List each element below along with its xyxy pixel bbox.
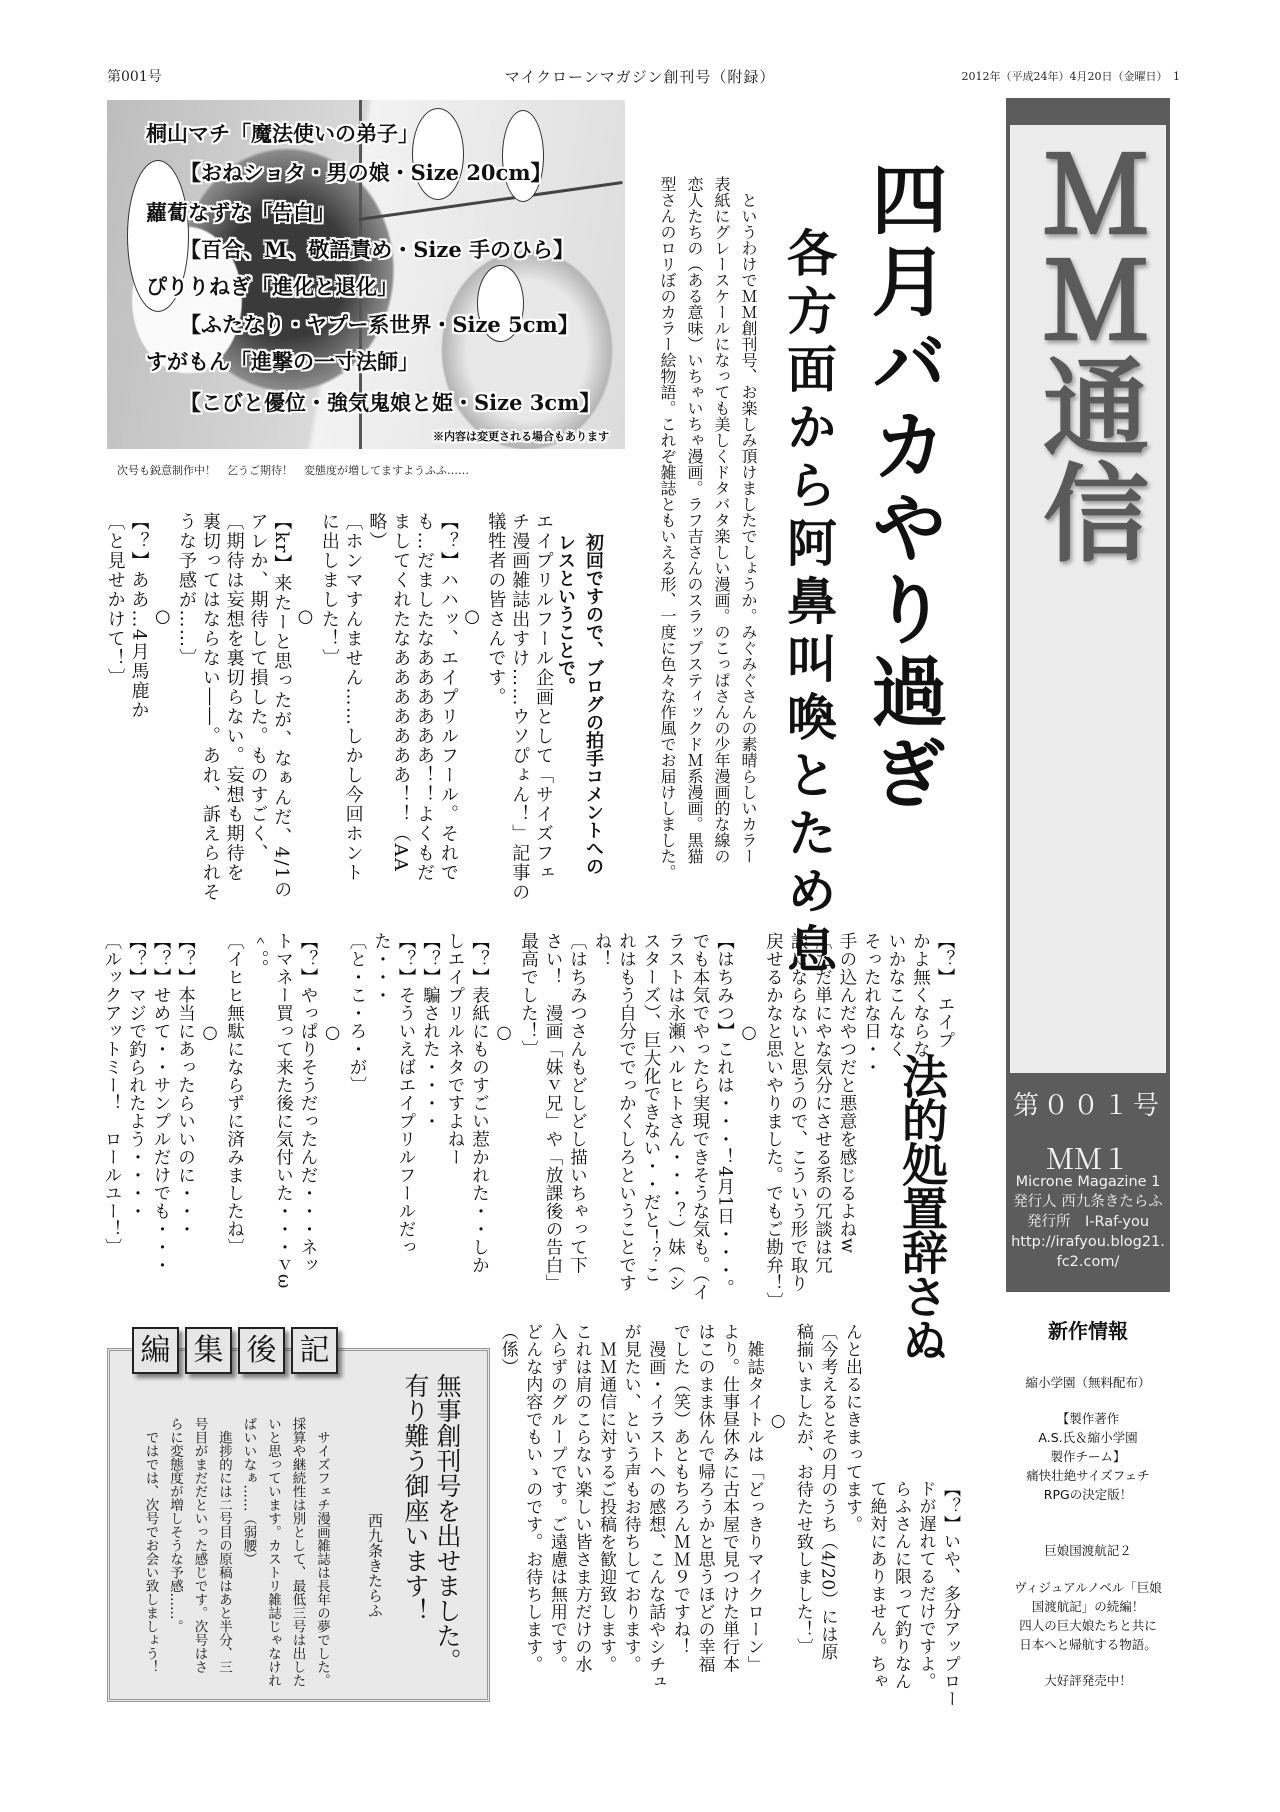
section-separator: ○ [494, 1023, 514, 1044]
reader-comments-3-top [864, 1480, 962, 1708]
text-column: 手の込んだやつだと悪意を感じるよねw [837, 932, 857, 1254]
text-column: 進捗的には二号目の原稿はあと半分、三 [216, 1417, 232, 1674]
section-separator: ○ [768, 1411, 789, 1432]
text-column: らに変態度が増しそうな予感……。 [167, 1417, 183, 1633]
text-column: 【？】やっぱりそうだったんだ・・・ネッ [298, 932, 318, 1274]
sidebar-issue-number: 第００１号 [1012, 1091, 1163, 1121]
text-column: いと思っています。カストリ雑誌じゃなけれ [265, 1417, 281, 1687]
text-column: ドが遅れてるだけですよ。 [915, 1480, 936, 1690]
text-column: トマネー買って来た後に気付いた・・・ｖω [273, 932, 294, 1289]
section-separator: ○ [152, 605, 174, 629]
release-line: 国渡航記」の続編！ [1031, 1599, 1145, 1614]
release-description [1006, 1409, 1170, 1504]
publisher-info [1006, 1172, 1170, 1272]
text-column: （係） [497, 1323, 518, 1376]
text-column: 【？】 エイプ [935, 932, 955, 1050]
text-column: 〔はちみつさんもどしどし描いちゃって下 [567, 932, 588, 1274]
issue-number: 第001号 [107, 69, 162, 85]
text-column: 談にならないと思うので、こういう形で取り [788, 932, 808, 1292]
release-line: 日本へと帰航する物語。 [1019, 1637, 1157, 1652]
new-releases-title: 新作情報 [1048, 1319, 1128, 1343]
main-headline: 四月バカやり過ぎ [859, 160, 948, 816]
text-column: レスということで。 [555, 533, 576, 695]
text-column: 【？】そういえばエイプリルフールだっ [396, 932, 416, 1256]
text-column: んと出るにきまってます。 [842, 1323, 862, 1533]
text-column: でも本気でやったら実現できそうな気も。（イ [690, 932, 710, 1302]
section-separator: ○ [322, 1023, 343, 1044]
text-column: サイズフェチ漫画雑誌は長年の夢でした。 [314, 1417, 330, 1687]
text-column: ラストは永瀬ハルヒトさん・・・？）妹（シ [665, 932, 686, 1292]
legal-action-heading: 法的処置辞さぬ [895, 1053, 949, 1361]
text-column: 〔と見せかけて！〕 [104, 512, 126, 688]
text-column: 【？】本当にあったらいいのに・・・ [175, 932, 196, 1238]
text-column: 号目がまだだといった感じです。次号はさ [191, 1417, 208, 1674]
text-column: 【？】ハハッ、エイプリルフール。それで [437, 512, 459, 883]
editorial-tab: 記 [291, 1327, 338, 1374]
editorial-tab: 編 [132, 1327, 179, 1374]
issue-date: 2012年（平成24年）4月20日（金曜日） 1 [961, 70, 1180, 83]
sub-headline: 各方面から阿鼻叫喚とため息 [779, 227, 837, 981]
section-separator: ○ [295, 605, 317, 629]
text-column: これは肩のこらない楽しい皆さま方だけの水 [571, 1323, 592, 1673]
publisher-url[interactable]: fc2.com/ [1056, 1254, 1120, 1270]
text-column: 漫画・イラストへの感想、こんな話やシチュ [645, 1323, 666, 1691]
text-column: ね！ [592, 932, 612, 968]
text-column: ＭＭ通信に対するご投稿を歓迎致します。 [596, 1323, 617, 1673]
text-column: 最高でした！〕 [518, 932, 539, 1058]
reader-comments-1 [103, 512, 555, 902]
text-column: どんな内容でもいゝのです。お待ちします。 [522, 1323, 543, 1673]
lineup-author: 蘿蔔なずな「告白」 [146, 200, 335, 225]
text-column: 【？】マジで釣られたよう・・・・ [126, 932, 147, 1220]
text-column: 〔イヒヒ無駄にならずに済みましたね〕 [224, 932, 245, 1256]
text-column: 〔今考えるとその月のうち（4/20）には原 [817, 1323, 838, 1661]
text-column: 【？】表紙にものすごい惹かれた・・しか [469, 932, 490, 1274]
section-separator: ○ [200, 1023, 220, 1044]
text-column: 〔ホンマすんません……しかし今回ホント [342, 512, 364, 883]
publisher-url[interactable]: http://irafyou.blog21. [1011, 1234, 1165, 1250]
text-column: でした（笑）あともちろんＭＭ９ですね！ [669, 1323, 690, 1656]
release-line: 製作チーム】 [1050, 1449, 1126, 1464]
release-line: 【製作著作 [1056, 1411, 1120, 1426]
publisher-line: 発行人 西九条きたらふ [1013, 1194, 1163, 1210]
lineup-author: ぴりりねぎ「進化と退化」 [146, 274, 398, 299]
text-column: ではでは、次号でお会い致しましょう！ [142, 1417, 159, 1674]
text-column: 初回ですので、ブログの拍手コメントへの [583, 533, 604, 875]
text-column: 採算や継続性は別として、最低三号は出した [289, 1417, 306, 1687]
lineup-tags: 【おねショタ・男の娘・Size 20cm】 [180, 160, 552, 185]
release-name: 縮小学園（無料配布） [1025, 1375, 1151, 1390]
release-line: ヴィジュアルノベル「巨娘 [1014, 1580, 1162, 1595]
text-column: ばいいなぁ……（弱腰） [240, 1417, 257, 1566]
text-column: 戻せるかなと思いやりました。でもご勘弁！〕 [763, 932, 784, 1310]
release-line: 四人の巨大娘たちと共に [1019, 1618, 1157, 1633]
text-column: 犠牲者の皆さんです。 [485, 512, 507, 707]
text-column: 【はちみつ】これは・・・！4月1日・・・。 [714, 932, 735, 1298]
text-column: 【kr】来たーと思ったが、なぁんだ、4/1の [271, 512, 293, 900]
release-line: A.S.氏＆縮小学園 [1038, 1430, 1138, 1445]
masthead-logo: ＭＭ通信 [1026, 140, 1151, 564]
page-title: マイクローンマガジン創刊号（附録） [504, 68, 776, 86]
reader-comments-2 [100, 932, 958, 1310]
speech-bubble [502, 110, 544, 202]
text-column: はこのまま休んで帰ろうかと思うほどの幸福 [694, 1323, 715, 1673]
text-column: れはもう自分ででっかくしろということです [616, 932, 637, 1292]
release-name: 巨娘国渡航記２ [1044, 1543, 1132, 1558]
text-column: 【？】騙された・・・・ [420, 932, 441, 1130]
lineup-tags: 【ふたなり・ヤプー系世界・Size 5cm】 [180, 312, 579, 337]
text-column: より。仕事昼休みに古本屋で見つけた単行本 [719, 1323, 740, 1673]
text-column: しエイプリルネタですよねー [445, 932, 465, 1166]
text-column: 〔ただ単にやな気分にさせる系の冗談は冗 [812, 932, 833, 1274]
lineup-tags: 【百合、M、敬語責め・Size 手のひら】 [180, 237, 574, 262]
text-column: かよ無くならな [910, 932, 931, 1058]
text-column: アレか、期待して損した。ものすごく、 [247, 512, 269, 863]
section-separator: ○ [461, 605, 483, 629]
lineup-tags: 【こびと優位・強気鬼娘と姫・Size 3cm】 [180, 390, 601, 415]
magazine-code: ＭＭ１ [1045, 1143, 1130, 1176]
text-column: 〔ルックアットミー！ ロールユー！〕 [102, 932, 122, 1256]
text-column: ＾。。 [249, 932, 269, 978]
text-column: 型さんのロリぼのカラー絵物語。これぞ雑誌ともいえる形、一度に色々な作風でお届けしました。 [658, 176, 677, 880]
text-column: た・・・ [371, 932, 392, 1004]
text-column: が見たい、という声もお待ちしております。 [620, 1323, 641, 1673]
text-column: 無事創刊号を出せました。 [433, 1373, 462, 1673]
text-column: 【？】せめて・・サンプルだけでも・・・ [151, 932, 171, 1274]
editorial-body [138, 1417, 334, 1687]
comments-heading [551, 533, 607, 875]
release-line: 痛快壮絶サイズフェチ [1026, 1468, 1150, 1483]
text-column: 雑誌タイトルは「どっきりマイクローン」 [743, 1323, 764, 1673]
section-separator: ○ [739, 1023, 759, 1044]
text-column: というわけでＭＭ創刊号、お楽しみ頂けましたでしょうか。みぐみぐさんの素晴らしいカラー [739, 176, 758, 864]
text-column: チ漫画雑誌出すけ……ウソぴょん！」記事の [509, 512, 531, 902]
text-column: 【？】ああ…4月馬鹿か [128, 512, 150, 720]
release-tagline: 大好評発売中！ [1044, 1673, 1132, 1688]
release-description [1006, 1578, 1170, 1654]
text-column: 〔期待は妄想を裏切らない。妄想も期待を [223, 512, 245, 883]
text-column: さい！ 漫画「妹ｖ兄」や「放課後の告白」 [543, 932, 563, 1292]
release-line: RPGの決定版！ [1043, 1487, 1133, 1502]
editorial-tab: 後 [238, 1327, 285, 1374]
intro-article [654, 176, 762, 880]
publisher-line: 発行所 I-Raf-you [1026, 1214, 1150, 1230]
editorial-tab: 集 [185, 1327, 232, 1374]
editorial-heading [399, 1373, 463, 1673]
cover-caption: 次号も鋭意制作中！ 乞うご期待！ 変態度が増してますようふふ…… [117, 464, 469, 477]
editorial-author: 西九条きたらふ [366, 1513, 384, 1618]
text-column: らふさんに限って釣りなん [891, 1480, 911, 1690]
text-column: 〔と・こ・ろ・が〕 [347, 932, 367, 1094]
text-column: て絶対にありません。ちゃ [866, 1480, 887, 1690]
text-column: ましてくれたなあああああああ！！（AA [390, 512, 412, 873]
content-change-note: ※内容は変更される場合もあります [433, 430, 609, 443]
text-column: に出しました！〕 [318, 512, 340, 668]
text-column: うな予感が……〕 [176, 512, 198, 668]
text-column: いかなこんなく [886, 932, 906, 1058]
text-column: 裏切ってはならない――。あれ、訴えられそ [199, 512, 221, 902]
text-column: 入らずのグループです。ご遠慮は無用です。 [546, 1323, 567, 1673]
text-column: 【？】いや、多分アップロー [940, 1480, 960, 1708]
text-column: 稿揃いましたが、お待たせ致しました！〕 [792, 1323, 813, 1656]
text-column: エイプリルフール企画として「サイズフェ [533, 512, 554, 883]
text-column: 有り難う御座います！ [401, 1373, 430, 1623]
text-column: 表紙にグレースケールになっても美しくドタバタ楽しい漫画。のこっぱさんの少年漫画的な線の [712, 176, 731, 864]
text-column: そったれな日・・ [861, 932, 882, 1076]
publisher-line: Microne Magazine 1 [1015, 1174, 1161, 1190]
lineup-author: すがもん「進撃の一寸法師」 [146, 349, 419, 374]
text-column: 恋人たちの（ある意味）いちゃいちゃ漫画。ラフ吉さんのスラップスティックドＭ系漫画。黒猫 [685, 176, 704, 864]
text-column: 略） [366, 512, 388, 551]
text-column: スターズ）、巨大化できない・・だと！？こ [641, 932, 661, 1284]
reader-comments-3 [495, 1323, 864, 1691]
text-column: も…だましたなああああああ！！よくもだ [414, 512, 436, 883]
lineup-author: 桐山マチ「魔法使いの弟子」 [146, 121, 419, 146]
cover-illustration [107, 100, 625, 449]
